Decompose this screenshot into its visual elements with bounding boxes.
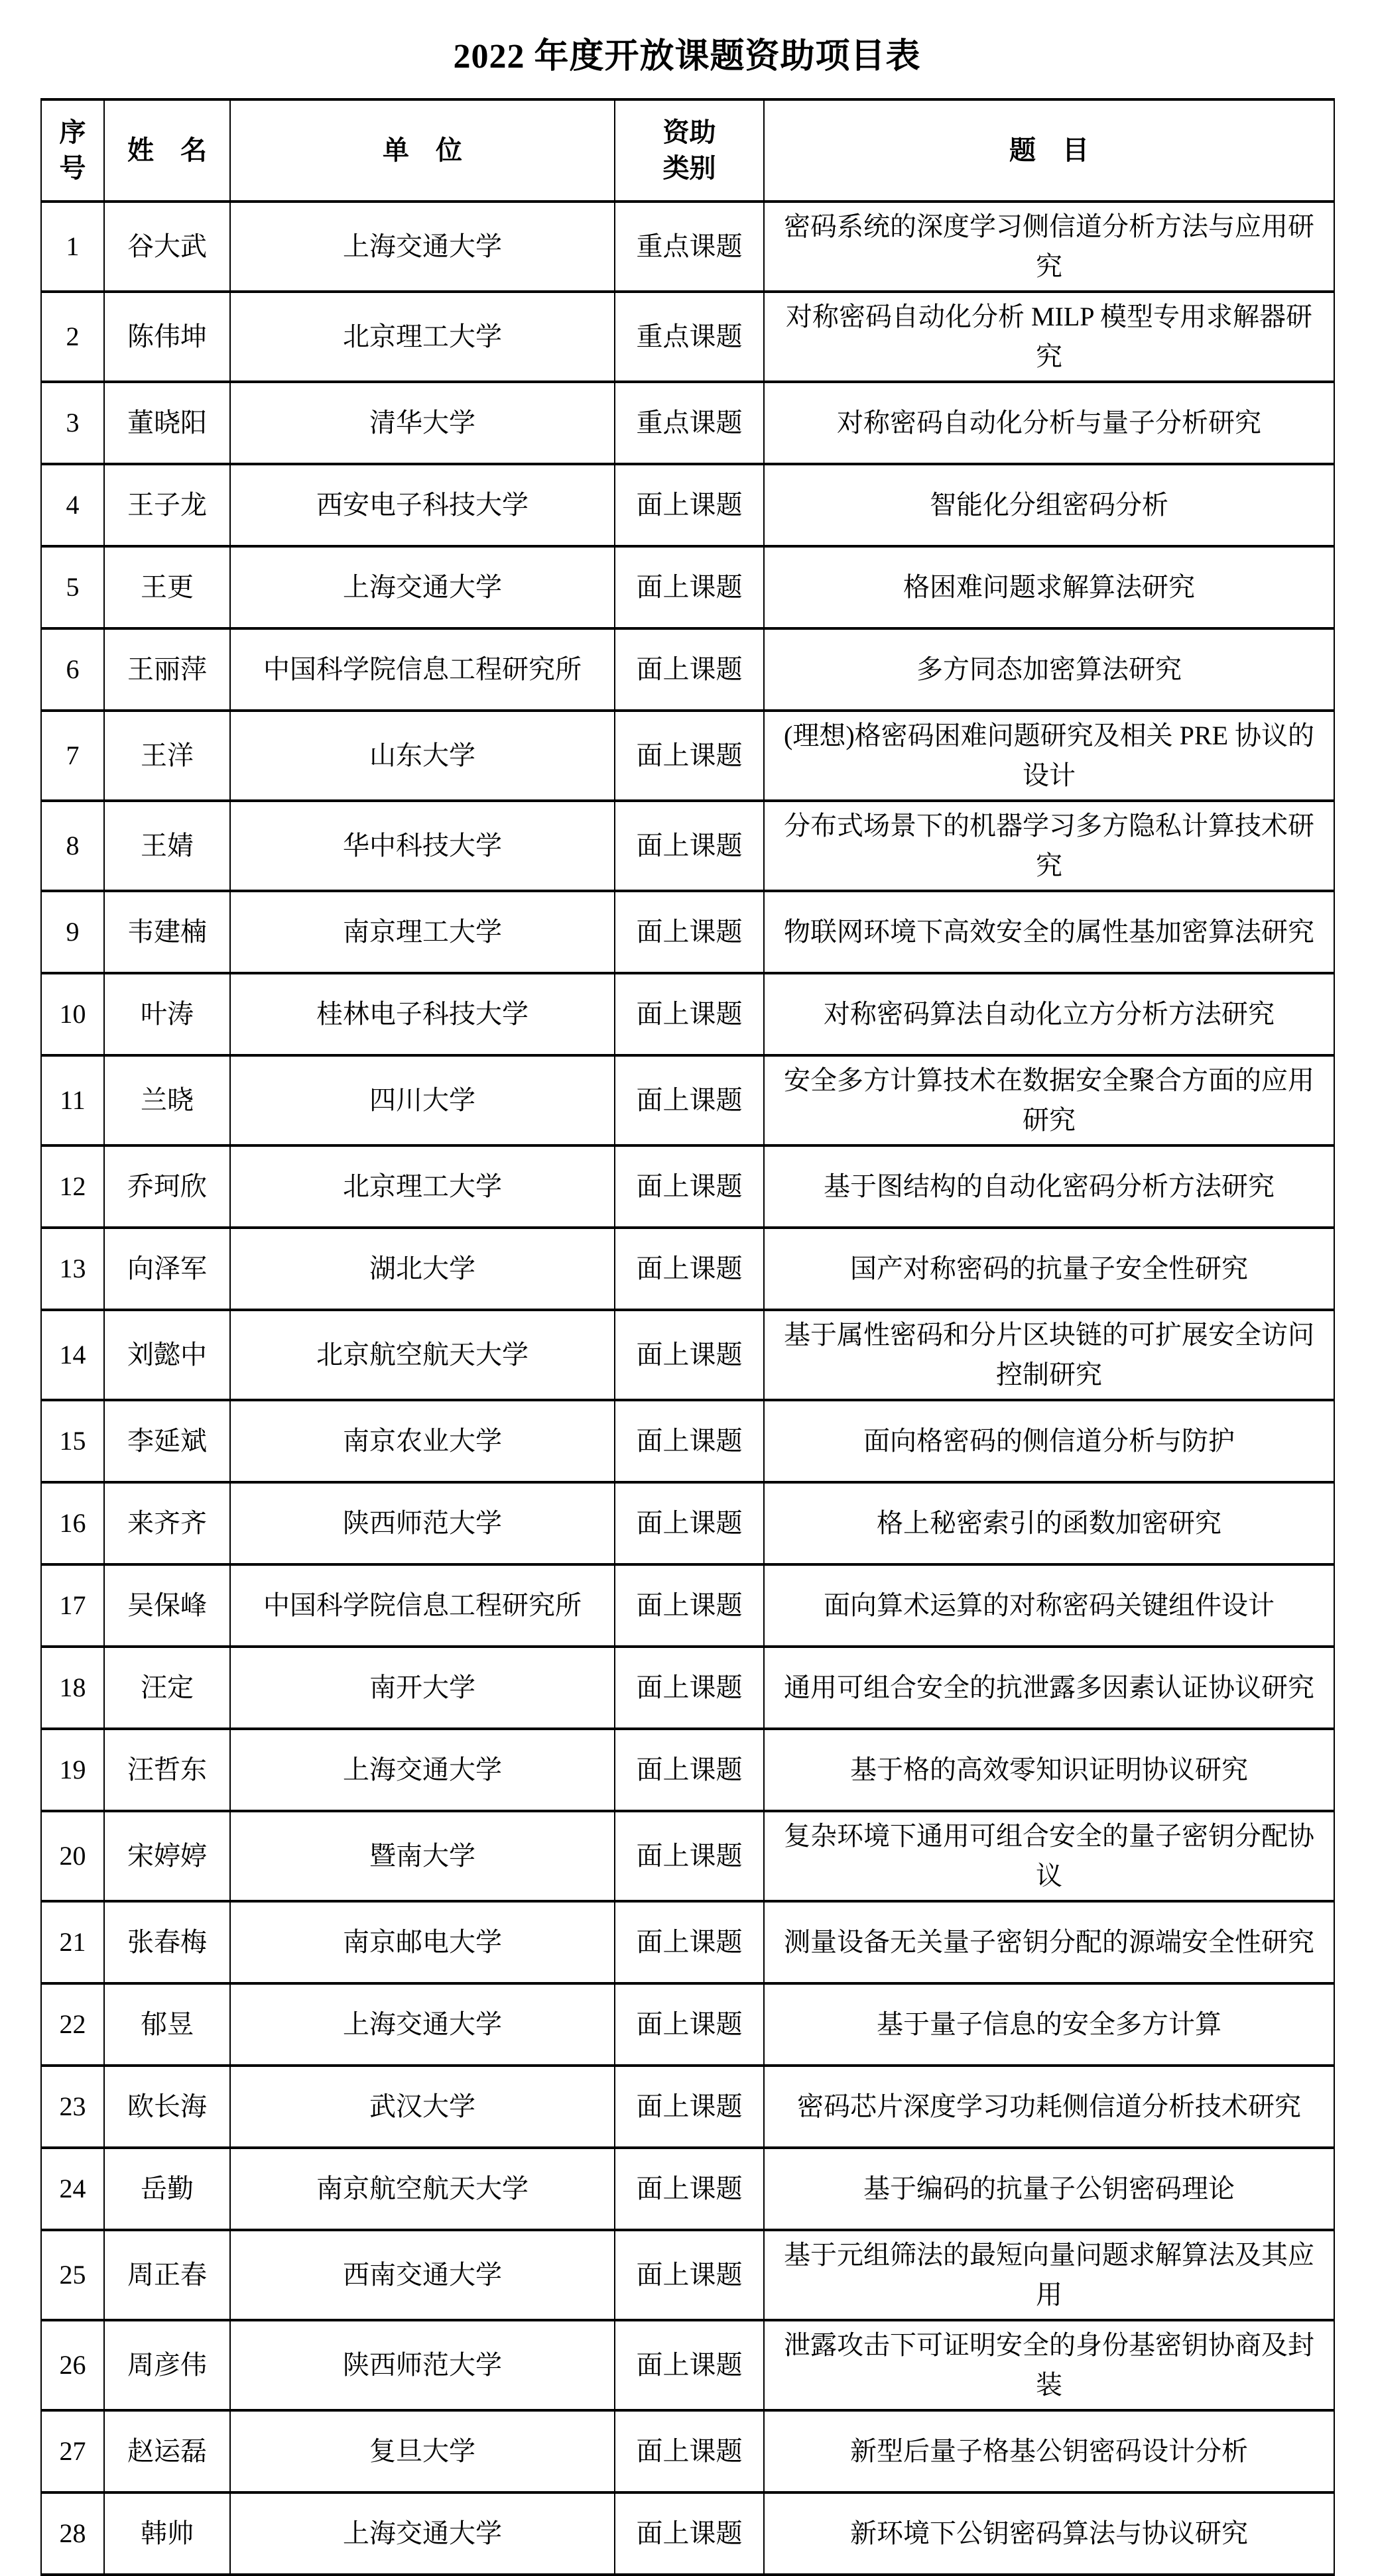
cell-category: 面上课题: [615, 1310, 764, 1400]
table-row: [41, 1482, 1334, 1564]
cell-index: 1: [41, 202, 104, 292]
cell-name: 欧长海: [104, 2066, 230, 2148]
cell-index: 25: [41, 2230, 104, 2320]
cell-topic: 基于编码的抗量子公钥密码理论: [764, 2148, 1334, 2230]
table-row: [41, 1400, 1334, 1482]
cell-category: 面上课题: [615, 2492, 764, 2575]
cell-unit: 上海交通大学: [230, 1983, 615, 2066]
cell-category: 面上课题: [615, 711, 764, 801]
cell-index: 21: [41, 1901, 104, 1983]
cell-category: 面上课题: [615, 973, 764, 1055]
cell-index: 4: [41, 464, 104, 546]
cell-index: 27: [41, 2410, 104, 2492]
cell-topic: 通用可组合安全的抗泄露多因素认证协议研究: [764, 1647, 1334, 1729]
cell-unit: 陕西师范大学: [230, 2320, 615, 2410]
cell-category: 面上课题: [615, 1400, 764, 1482]
cell-topic: 基于量子信息的安全多方计算: [764, 1983, 1334, 2066]
cell-topic: 智能化分组密码分析: [764, 464, 1334, 546]
table-row: [41, 2148, 1334, 2230]
cell-topic: 基于图结构的自动化密码分析方法研究: [764, 1145, 1334, 1228]
cell-index: 18: [41, 1647, 104, 1729]
cell-category: 面上课题: [615, 2410, 764, 2492]
table-row: [41, 1811, 1334, 1901]
cell-topic: 安全多方计算技术在数据安全聚合方面的应用研究: [764, 1055, 1334, 1145]
table-row: [41, 292, 1334, 382]
cell-name: 郁昱: [104, 1983, 230, 2066]
cell-category: 重点课题: [615, 382, 764, 464]
cell-category: 面上课题: [615, 628, 764, 711]
cell-unit: 南开大学: [230, 1647, 615, 1729]
cell-category: 面上课题: [615, 1482, 764, 1564]
cell-index: 11: [41, 1055, 104, 1145]
cell-index: 3: [41, 382, 104, 464]
cell-topic: 泄露攻击下可证明安全的身份基密钥协商及封装: [764, 2320, 1334, 2410]
cell-index: 17: [41, 1564, 104, 1647]
table-row: [41, 1145, 1334, 1228]
cell-category: 面上课题: [615, 1811, 764, 1901]
header-topic: 题 目: [764, 99, 1334, 202]
cell-topic: (理想)格密码困难问题研究及相关 PRE 协议的设计: [764, 711, 1334, 801]
funded-projects-table: [40, 98, 1335, 2576]
cell-name: 王洋: [104, 711, 230, 801]
cell-category: 面上课题: [615, 2230, 764, 2320]
page-title: 2022 年度开放课题资助项目表: [453, 38, 921, 76]
cell-topic: 基于格的高效零知识证明协议研究: [764, 1729, 1334, 1811]
cell-unit: 西安电子科技大学: [230, 464, 615, 546]
cell-category: 面上课题: [615, 546, 764, 628]
table-body: [41, 202, 1334, 2575]
cell-unit: 上海交通大学: [230, 202, 615, 292]
cell-category: 面上课题: [615, 464, 764, 546]
cell-index: 7: [41, 711, 104, 801]
table-row: [41, 2066, 1334, 2148]
cell-unit: 湖北大学: [230, 1228, 615, 1310]
cell-name: 兰晓: [104, 1055, 230, 1145]
cell-category: 重点课题: [615, 292, 764, 382]
cell-index: 8: [41, 801, 104, 891]
table-row: [41, 464, 1334, 546]
cell-category: 面上课题: [615, 1564, 764, 1647]
cell-unit: 北京理工大学: [230, 1145, 615, 1228]
cell-topic: 新环境下公钥密码算法与协议研究: [764, 2492, 1334, 2575]
cell-name: 张春梅: [104, 1901, 230, 1983]
cell-name: 陈伟坤: [104, 292, 230, 382]
cell-name: 赵运磊: [104, 2410, 230, 2492]
cell-name: 王更: [104, 546, 230, 628]
cell-name: 周彦伟: [104, 2320, 230, 2410]
cell-unit: 华中科技大学: [230, 801, 615, 891]
table-row: [41, 711, 1334, 801]
table-row: [41, 1647, 1334, 1729]
cell-name: 王子龙: [104, 464, 230, 546]
cell-category: 面上课题: [615, 801, 764, 891]
cell-unit: 桂林电子科技大学: [230, 973, 615, 1055]
table-row: [41, 891, 1334, 973]
cell-unit: 复旦大学: [230, 2410, 615, 2492]
table-row: [41, 1983, 1334, 2066]
header-row: [41, 99, 1334, 202]
cell-index: 2: [41, 292, 104, 382]
cell-unit: 陕西师范大学: [230, 1482, 615, 1564]
cell-category: 面上课题: [615, 1647, 764, 1729]
cell-name: 吴保峰: [104, 1564, 230, 1647]
cell-name: 宋婷婷: [104, 1811, 230, 1901]
cell-unit: 北京理工大学: [230, 292, 615, 382]
cell-topic: 新型后量子格基公钥密码设计分析: [764, 2410, 1334, 2492]
cell-unit: 上海交通大学: [230, 2492, 615, 2575]
cell-index: 15: [41, 1400, 104, 1482]
cell-unit: 南京农业大学: [230, 1400, 615, 1482]
cell-name: 叶涛: [104, 973, 230, 1055]
table-row: [41, 202, 1334, 292]
table-row: [41, 801, 1334, 891]
cell-category: 面上课题: [615, 1055, 764, 1145]
cell-topic: 格困难问题求解算法研究: [764, 546, 1334, 628]
cell-index: 12: [41, 1145, 104, 1228]
cell-category: 面上课题: [615, 2066, 764, 2148]
cell-unit: 四川大学: [230, 1055, 615, 1145]
cell-name: 谷大武: [104, 202, 230, 292]
table-row: [41, 973, 1334, 1055]
cell-index: 26: [41, 2320, 104, 2410]
table-row: [41, 546, 1334, 628]
cell-topic: 面向算术运算的对称密码关键组件设计: [764, 1564, 1334, 1647]
cell-topic: 面向格密码的侧信道分析与防护: [764, 1400, 1334, 1482]
cell-name: 董晓阳: [104, 382, 230, 464]
header-index: 序号: [41, 99, 104, 202]
cell-name: 来齐齐: [104, 1482, 230, 1564]
cell-index: 13: [41, 1228, 104, 1310]
cell-name: 周正春: [104, 2230, 230, 2320]
cell-name: 王丽萍: [104, 628, 230, 711]
cell-index: 5: [41, 546, 104, 628]
header-category: [615, 99, 764, 202]
cell-name: 岳勤: [104, 2148, 230, 2230]
cell-unit: 武汉大学: [230, 2066, 615, 2148]
cell-index: 19: [41, 1729, 104, 1811]
cell-unit: 南京邮电大学: [230, 1901, 615, 1983]
cell-topic: 物联网环境下高效安全的属性基加密算法研究: [764, 891, 1334, 973]
cell-topic: 复杂环境下通用可组合安全的量子密钥分配协议: [764, 1811, 1334, 1901]
cell-name: 韩帅: [104, 2492, 230, 2575]
cell-unit: 暨南大学: [230, 1811, 615, 1901]
cell-category: 面上课题: [615, 2148, 764, 2230]
cell-index: 16: [41, 1482, 104, 1564]
table-row: [41, 2320, 1334, 2410]
table-row: [41, 1228, 1334, 1310]
cell-index: 14: [41, 1310, 104, 1400]
cell-index: 10: [41, 973, 104, 1055]
table-header: [41, 99, 1334, 202]
table-row: [41, 2492, 1334, 2575]
cell-topic: 格上秘密索引的函数加密研究: [764, 1482, 1334, 1564]
cell-unit: 南京航空航天大学: [230, 2148, 615, 2230]
header-category-label: 资助类别: [662, 117, 716, 183]
cell-topic: 密码系统的深度学习侧信道分析方法与应用研究: [764, 202, 1334, 292]
cell-name: 汪哲东: [104, 1729, 230, 1811]
header-name: 姓 名: [104, 99, 230, 202]
table-row: [41, 628, 1334, 711]
cell-name: 乔珂欣: [104, 1145, 230, 1228]
cell-unit: 西南交通大学: [230, 2230, 615, 2320]
table-row: [41, 1310, 1334, 1400]
cell-index: 6: [41, 628, 104, 711]
cell-unit: 上海交通大学: [230, 1729, 615, 1811]
cell-category: 面上课题: [615, 1228, 764, 1310]
cell-unit: 上海交通大学: [230, 546, 615, 628]
cell-topic: 分布式场景下的机器学习多方隐私计算技术研究: [764, 801, 1334, 891]
table-row: [41, 1055, 1334, 1145]
table-row: [41, 1901, 1334, 1983]
cell-topic: 基于元组筛法的最短向量问题求解算法及其应用: [764, 2230, 1334, 2320]
table-row: [41, 1564, 1334, 1647]
table-row: [41, 2230, 1334, 2320]
table-row: [41, 1729, 1334, 1811]
cell-category: 面上课题: [615, 2320, 764, 2410]
cell-index: 22: [41, 1983, 104, 2066]
cell-category: 重点课题: [615, 202, 764, 292]
cell-index: 28: [41, 2492, 104, 2575]
cell-topic: 对称密码自动化分析 MILP 模型专用求解器研究: [764, 292, 1334, 382]
table-row: [41, 382, 1334, 464]
cell-index: 20: [41, 1811, 104, 1901]
cell-unit: 中国科学院信息工程研究所: [230, 1564, 615, 1647]
cell-category: 面上课题: [615, 1145, 764, 1228]
cell-name: 王婧: [104, 801, 230, 891]
cell-unit: 北京航空航天大学: [230, 1310, 615, 1400]
cell-category: 面上课题: [615, 891, 764, 973]
cell-category: 面上课题: [615, 1983, 764, 2066]
cell-index: 23: [41, 2066, 104, 2148]
table-row: [41, 2410, 1334, 2492]
header-unit: 单 位: [230, 99, 615, 202]
cell-name: 汪定: [104, 1647, 230, 1729]
cell-unit: 南京理工大学: [230, 891, 615, 973]
cell-category: 面上课题: [615, 1729, 764, 1811]
cell-name: 向泽军: [104, 1228, 230, 1310]
cell-topic: 测量设备无关量子密钥分配的源端安全性研究: [764, 1901, 1334, 1983]
cell-name: 韦建楠: [104, 891, 230, 973]
cell-topic: 基于属性密码和分片区块链的可扩展安全访问控制研究: [764, 1310, 1334, 1400]
cell-name: 刘懿中: [104, 1310, 230, 1400]
cell-name: 李延斌: [104, 1400, 230, 1482]
cell-index: 9: [41, 891, 104, 973]
cell-topic: 国产对称密码的抗量子安全性研究: [764, 1228, 1334, 1310]
cell-index: 24: [41, 2148, 104, 2230]
cell-topic: 对称密码算法自动化立方分析方法研究: [764, 973, 1334, 1055]
cell-unit: 中国科学院信息工程研究所: [230, 628, 615, 711]
cell-topic: 密码芯片深度学习功耗侧信道分析技术研究: [764, 2066, 1334, 2148]
cell-topic: 对称密码自动化分析与量子分析研究: [764, 382, 1334, 464]
cell-topic: 多方同态加密算法研究: [764, 628, 1334, 711]
cell-category: 面上课题: [615, 1901, 764, 1983]
cell-unit: 清华大学: [230, 382, 615, 464]
cell-unit: 山东大学: [230, 711, 615, 801]
